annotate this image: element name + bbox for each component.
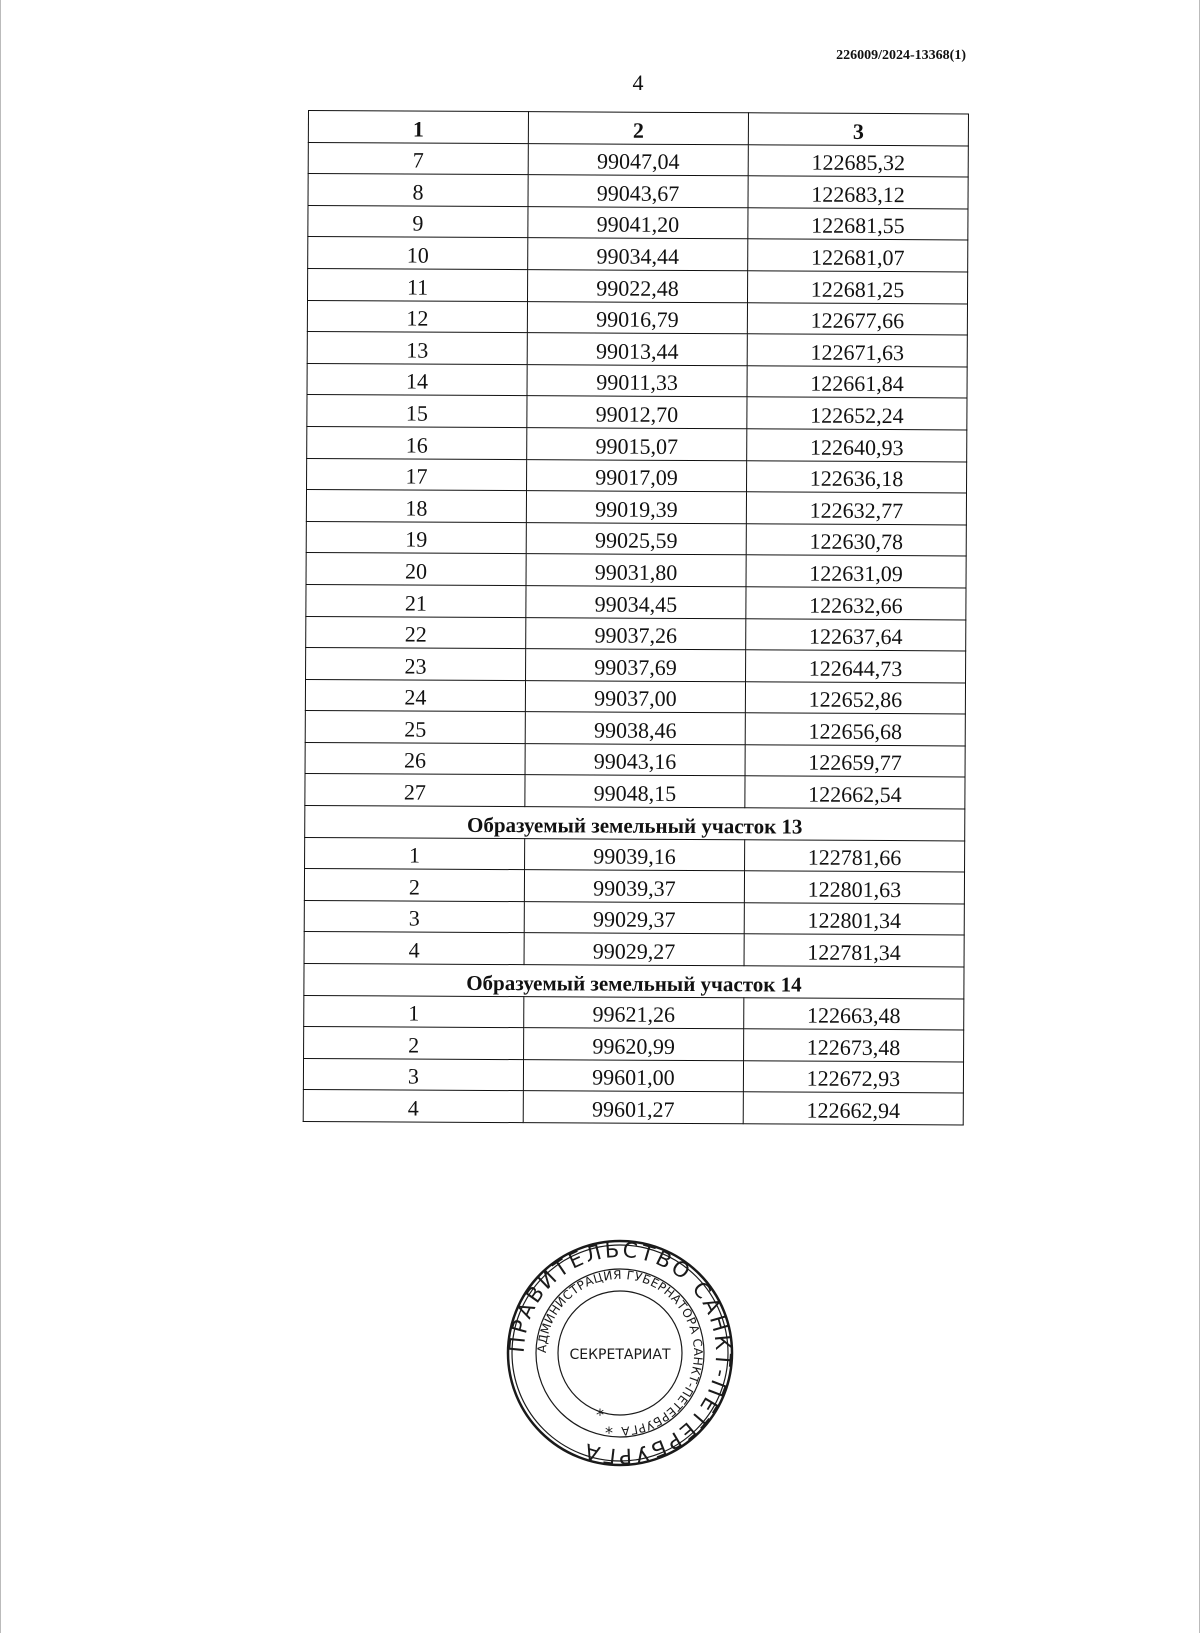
point-number-cell: 18 (306, 490, 526, 523)
table-row (304, 932, 964, 967)
x-coordinate-cell: 99034,45 (526, 586, 746, 619)
column-header: 2 (528, 112, 748, 145)
y-coordinate-cell: 122644,73 (746, 650, 966, 683)
table-row (307, 300, 967, 335)
y-coordinate-cell: 122637,64 (746, 618, 966, 651)
table-row (305, 711, 965, 746)
x-coordinate-cell: 99043,67 (528, 175, 748, 208)
coordinates-table-body (303, 111, 968, 1125)
table-row (304, 1027, 964, 1062)
page-number: 4 (632, 70, 644, 95)
table-row (306, 584, 966, 619)
point-number-cell: 14 (307, 363, 527, 396)
x-coordinate-cell: 99012,70 (527, 396, 747, 429)
table-row (303, 1058, 963, 1093)
column-header: 3 (748, 113, 968, 146)
point-number-cell: 1 (304, 995, 524, 1028)
x-coordinate-cell: 99029,27 (524, 933, 744, 966)
table-row (308, 268, 968, 303)
point-number-cell: 15 (307, 395, 527, 428)
y-coordinate-cell: 122681,07 (748, 239, 968, 272)
y-coordinate-cell: 122640,93 (747, 429, 967, 462)
x-coordinate-cell: 99011,33 (527, 364, 747, 397)
x-coordinate-cell: 99015,07 (527, 428, 747, 461)
table-row (307, 363, 967, 398)
point-number-cell: 10 (308, 237, 528, 270)
table-row (307, 458, 967, 493)
y-coordinate-cell: 122652,86 (745, 681, 965, 714)
table-row (305, 837, 965, 872)
x-coordinate-cell: 99034,44 (528, 238, 748, 271)
stamp-star-left: * (596, 1405, 604, 1424)
x-coordinate-cell: 99025,59 (526, 522, 746, 555)
x-coordinate-cell: 99039,16 (525, 838, 745, 871)
x-coordinate-cell: 99620,99 (524, 1028, 744, 1061)
y-coordinate-cell: 122671,63 (747, 334, 967, 367)
table-row (307, 395, 967, 430)
x-coordinate-cell: 99037,26 (526, 617, 746, 650)
section-title: Образуемый земельный участок 14 (304, 964, 964, 999)
point-number-cell: 17 (307, 458, 527, 491)
point-number-cell: 21 (306, 584, 526, 617)
x-coordinate-cell: 99031,80 (526, 554, 746, 587)
point-number-cell: 20 (306, 553, 526, 586)
point-number-cell: 4 (304, 932, 524, 965)
official-stamp (505, 1238, 735, 1468)
x-coordinate-cell: 99601,27 (523, 1091, 743, 1124)
table-row (308, 174, 968, 209)
y-coordinate-cell: 122781,66 (745, 839, 965, 872)
y-coordinate-cell: 122673,48 (744, 1029, 964, 1062)
point-number-cell: 2 (304, 869, 524, 902)
y-coordinate-cell: 122681,55 (748, 208, 968, 241)
y-coordinate-cell: 122781,34 (744, 934, 964, 967)
table-row (303, 1090, 963, 1125)
y-coordinate-cell: 122632,66 (746, 587, 966, 620)
y-coordinate-cell: 122663,48 (744, 997, 964, 1030)
y-coordinate-cell: 122801,63 (744, 871, 964, 904)
y-coordinate-cell: 122631,09 (746, 555, 966, 588)
stamp-center-text: СЕКРЕТАРИАТ (569, 1347, 671, 1363)
table-row (304, 869, 964, 904)
point-number-cell: 23 (306, 648, 526, 681)
x-coordinate-cell: 99039,37 (524, 870, 744, 903)
table-row (307, 332, 967, 367)
y-coordinate-cell: 122630,78 (746, 524, 966, 557)
x-coordinate-cell: 99047,04 (528, 143, 748, 176)
y-coordinate-cell: 122662,54 (745, 776, 965, 809)
coordinates-table (303, 110, 969, 1125)
section-title: Образуемый земельный участок 13 (305, 806, 965, 841)
point-number-cell: 19 (306, 521, 526, 554)
x-coordinate-cell: 99037,00 (525, 680, 745, 713)
table-row (307, 426, 967, 461)
section-title-row (304, 964, 964, 999)
point-number-cell: 13 (307, 332, 527, 365)
x-coordinate-cell: 99601,00 (523, 1059, 743, 1092)
y-coordinate-cell: 122683,12 (748, 176, 968, 209)
point-number-cell: 3 (304, 900, 524, 933)
x-coordinate-cell: 99038,46 (525, 712, 745, 745)
x-coordinate-cell: 99019,39 (526, 491, 746, 524)
y-coordinate-cell: 122661,84 (747, 366, 967, 399)
stamp-outer-text: ПРАВИТЕЛЬСТВО САНКТ-ПЕТЕРБУРГА (505, 1238, 735, 1468)
stamp-inner-text: АДМИНИСТРАЦИЯ ГУБЕРНАТОРА САНКТ-ПЕТЕРБУРГА (534, 1267, 706, 1439)
point-number-cell: 3 (303, 1058, 523, 1091)
table-row (304, 900, 964, 935)
x-coordinate-cell: 99016,79 (527, 301, 747, 334)
y-coordinate-cell: 122801,34 (744, 903, 964, 936)
table-row (306, 616, 966, 651)
point-number-cell: 2 (304, 1027, 524, 1060)
table-row (304, 995, 964, 1030)
x-coordinate-cell: 99048,15 (525, 775, 745, 808)
x-coordinate-cell: 99037,69 (526, 649, 746, 682)
x-coordinate-cell: 99029,37 (524, 901, 744, 934)
table-row (308, 237, 968, 272)
y-coordinate-cell: 122662,94 (743, 1092, 963, 1125)
point-number-cell: 24 (305, 679, 525, 712)
x-coordinate-cell: 99621,26 (524, 996, 744, 1029)
x-coordinate-cell: 99041,20 (528, 206, 748, 239)
point-number-cell: 12 (307, 300, 527, 333)
table-row (305, 679, 965, 714)
y-coordinate-cell: 122652,24 (747, 397, 967, 430)
left-edge-line (0, 0, 1, 1633)
y-coordinate-cell: 122677,66 (747, 302, 967, 335)
document-number: 226009/2024-13368(1) (836, 48, 966, 63)
table-row (306, 490, 966, 525)
y-coordinate-cell: 122656,68 (745, 713, 965, 746)
x-coordinate-cell: 99022,48 (528, 270, 748, 303)
table-row (308, 142, 968, 177)
point-number-cell: 4 (303, 1090, 523, 1123)
table-row (306, 648, 966, 683)
point-number-cell: 11 (308, 268, 528, 301)
point-number-cell: 9 (308, 205, 528, 238)
y-coordinate-cell: 122659,77 (745, 745, 965, 778)
y-coordinate-cell: 122636,18 (747, 460, 967, 493)
section-title-row (305, 806, 965, 841)
table-row (305, 774, 965, 809)
y-coordinate-cell: 122685,32 (748, 144, 968, 177)
x-coordinate-cell: 99043,16 (525, 744, 745, 777)
table-row (308, 205, 968, 240)
y-coordinate-cell: 122681,25 (747, 271, 967, 304)
table-row (306, 521, 966, 556)
point-number-cell: 25 (305, 711, 525, 744)
x-coordinate-cell: 99017,09 (527, 459, 747, 492)
point-number-cell: 22 (306, 616, 526, 649)
point-number-cell: 8 (308, 174, 528, 207)
y-coordinate-cell: 122632,77 (746, 492, 966, 525)
stamp-star-right: * (605, 1423, 613, 1442)
table-header-row (308, 111, 968, 146)
column-header: 1 (308, 111, 528, 144)
y-coordinate-cell: 122672,93 (743, 1061, 963, 1094)
point-number-cell: 1 (305, 837, 525, 870)
point-number-cell: 27 (305, 774, 525, 807)
table-row (306, 553, 966, 588)
point-number-cell: 16 (307, 426, 527, 459)
x-coordinate-cell: 99013,44 (527, 333, 747, 366)
point-number-cell: 26 (305, 742, 525, 775)
point-number-cell: 7 (308, 142, 528, 175)
table-row (305, 742, 965, 777)
